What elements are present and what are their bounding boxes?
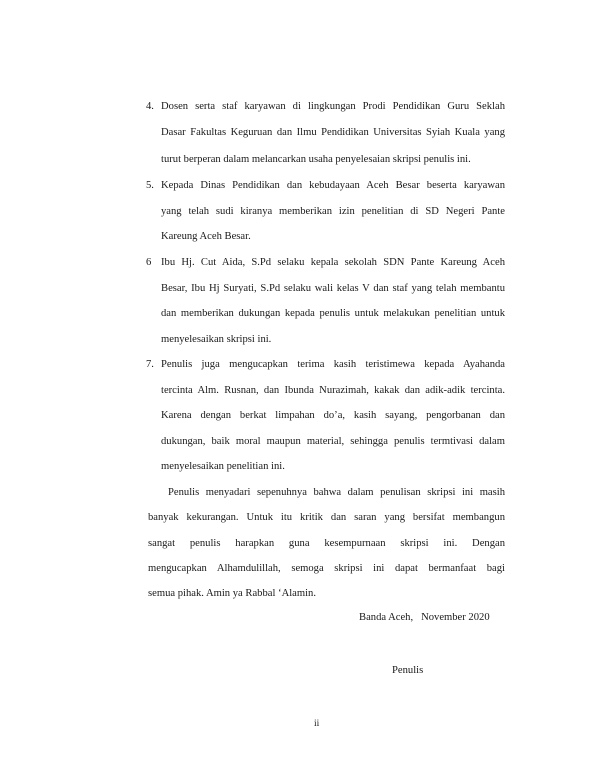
item-number-4: 4.: [146, 101, 154, 112]
closing-line-4: mengucapkan Alhamdulillah, semoga skripsi ini dapat bermanfaat bagi: [148, 563, 505, 574]
item-number-6: 6: [146, 257, 152, 268]
item-4-line-3: turut berperan dalam melancarkan usaha penyelesaian skripsi penulis ini.: [161, 154, 471, 165]
closing-line-3: sangat penulis harapkan guna kesempurnaan skripsi ini. Dengan: [148, 538, 505, 549]
closing-line-5: semua pihak. Amin ya Rabbal ‘Alamin.: [148, 588, 316, 599]
item-4-line-2: Dasar Fakultas Keguruan dan Ilmu Pendidikan Universitas Syiah Kuala yang: [161, 127, 505, 138]
item-5-line-1: Kepada Dinas Pendidikan dan kebudayaan Aceh Besar beserta karyawan: [161, 180, 505, 191]
item-6-line-2: Besar, Ibu Hj Suryati, S.Pd selaku wali kelas V dan staf yang telah membantu: [161, 283, 505, 294]
item-7-line-2: tercinta Alm. Rusnan, dan Ibunda Nurazimah, kakak dan adik-adik tercinta.: [161, 385, 505, 396]
signature-label: Penulis: [392, 665, 424, 676]
page-number: ii: [314, 719, 320, 729]
item-4-line-1: Dosen serta staf karyawan di lingkungan Prodi Pendidikan Guru Seklah: [161, 101, 505, 112]
item-number-5: 5.: [146, 180, 154, 191]
item-6-line-4: menyelesaikan skripsi ini.: [161, 334, 272, 345]
item-6-line-3: dan memberikan dukungan kepada penulis untuk melakukan penelitian untuk: [161, 308, 505, 319]
item-7-line-5: menyelesaikan penelitian ini.: [161, 461, 285, 472]
closing-line-1: Penulis menyadari sepenuhnya bahwa dalam penulisan skripsi ini masih: [168, 487, 505, 498]
item-7-line-1: Penulis juga mengucapkan terima kasih teristimewa kepada Ayahanda: [161, 359, 505, 370]
item-7-line-3: Karena dengan berkat limpahan do’a, kasih sayang, pengorbanan dan: [161, 410, 505, 421]
item-5-line-3: Kareung Aceh Besar.: [161, 231, 251, 242]
item-5-line-2: yang telah sudi kiranya memberikan izin penelitian di SD Negeri Pante: [161, 206, 505, 217]
place-date: Banda Aceh, November 2020: [359, 612, 490, 623]
item-number-7: 7.: [146, 359, 154, 370]
item-7-line-4: dukungan, baik moral maupun material, sehingga penulis termtivasi dalam: [161, 436, 505, 447]
item-6-line-1: Ibu Hj. Cut Aida, S.Pd selaku kepala sekolah SDN Pante Kareung Aceh: [161, 257, 505, 268]
closing-line-2: banyak kekurangan. Untuk itu kritik dan saran yang bersifat membangun: [148, 512, 505, 523]
